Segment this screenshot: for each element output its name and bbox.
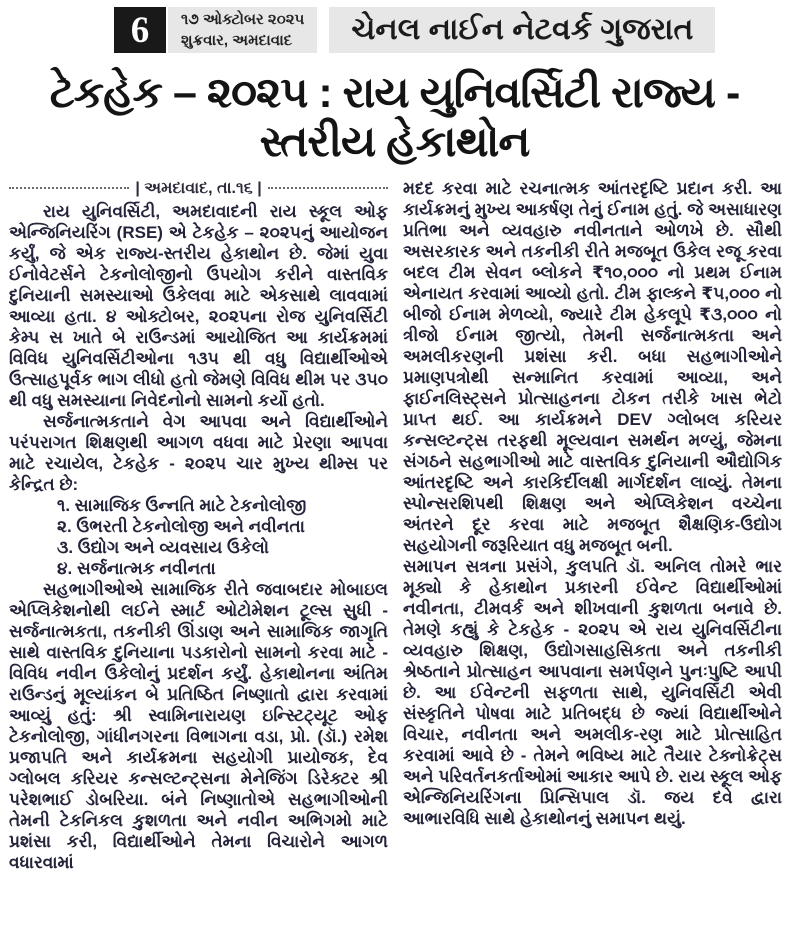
page-number: 6 — [130, 9, 150, 51]
dateline-left-rule — [9, 187, 129, 189]
masthead — [329, 7, 715, 53]
right-column — [403, 178, 782, 873]
article-body — [0, 172, 789, 873]
page-header — [114, 7, 789, 53]
dateline-text: | અમદાવાદ, તા.૧૬ | — [135, 179, 262, 197]
dateline — [9, 178, 388, 199]
edition-date: ૧૭ ઓક્ટોબર ૨૦૨૫ — [181, 11, 305, 29]
theme-list-item: ૧. સામાજિક ઉન્નતિ માટે ટેકનોલોજી — [57, 495, 307, 515]
paragraph: મદદ કરવા માટે રચનાત્મક આંતરદૃષ્ટિ પ્રદાન કરી. આ કાર્યક્રમનું મુખ્ય આકર્ષણ તેનું ઈનામ હતું. જે અસાધારણ પ્રતિભા અને વ્યવહારુ નવીનતાને ઓળખે છે. સૌથી અસરકારક અને તકનીકી રીતે મજબૂત ઉકેલ રજૂ કરવા બદલ ટીમ સેવન બ્લોકને ₹૧૦,૦૦૦ નો પ્રથમ ઈનામ એનાયત કરવામાં આવ્યો હતો. ટીમ ફાલ્કને ₹૫,૦૦૦ નો બીજો ઈનામ મેળવ્યો, જ્યારે ટીમ હેકલૂપે ₹૩,૦૦૦ નો ત્રીજો ઈનામ જીત્યો, તેમની સર્જનાત્મકતા અને અમલીકરણની પ્રશંસા કરી. બધા સહભાગીઓને પ્રમાણપત્રોથી સન્માનિત કરવામાં આવ્યા, અને ફાઈનલિસ્ટ્સને પ્રોત્સાહનના ટોકન તરીકે ખાસ ભેટો પ્રાપ્ત થઈ. આ કાર્યક્રમને DEV ગ્લોબલ કરિયર કન્સલ્ટન્ટ્સ તરફથી મૂલ્યવાન સમર્થન મળ્યું, જેમના સંગઠને સહભાગીઓ માટે વાસ્તવિક દુનિયાની ઔદ્યોગિક આંતરદૃષ્ટિ અને કારકિર્દીલક્ષી માર્ગદર્શન લાવ્યું. તેમના સ્પોન્સરશિપથી શિક્ષણ અને એપ્લિકેશન વચ્ચેના અંતરને દૂર કરવા માટે મજબૂત શૈક્ષણિક-ઉદ્યોગ સહયોગની જરૂરિયાત વધુ મજબૂત બની. — [403, 178, 782, 555]
left-column — [9, 178, 388, 873]
dateline-right-rule — [268, 187, 388, 189]
masthead-title: ચેનલ નાઈન નેટવર્ક ગુજરાત — [351, 13, 694, 46]
date-box — [168, 7, 317, 53]
theme-list-item: ૪. સર્જનાત્મક નવીનતા — [57, 558, 216, 578]
theme-list — [9, 495, 388, 579]
paragraph: રાય યુનિવર્સિટી, અમદાવાદની રાય સ્કૂલ ઓફ એન્જિનિયરિંગ (RSE) એ ટેકહેક – ૨૦૨૫નું આયોજન કર્યું, જે એક રાજ્ય-સ્તરીય હેકાથોન છે. જેમાં યુવા ઈનોવેટર્સને ટેકનોલોજીનો ઉપયોગ કરીને વાસ્તવિક દુનિયાની સમસ્યાઓ ઉકેલવા માટે એકસાથે લાવવામાં આવ્યા હતા. ૪ ઓક્ટોબર, ૨૦૨૫ના રોજ યુનિવર્સિટી કેમ્પ સ ખાતે બે રાઉન્ડમાં આયોજિત આ કાર્યક્રમમાં વિવિધ યુનિવર્સિટીઓના ૧૩૫ થી વધુ વિદ્યાર્થીઓએ ઉત્સાહપૂર્વક ભાગ લીધો હતો જેમણે વિવિધ થીમ પર ૩૫૦ થી વધુ સમસ્યાના નિવેદનોનો સામનો કર્યો હતો. — [9, 201, 388, 410]
paragraph: સમાપન સત્રના પ્રસંગે, કુલપતિ ડૉ. અનિલ તોમરે ભાર મૂક્યો કે હેકાથોન પ્રકારની ઈવેન્ટ વિદ્યાર્થીઓમાં નવીનતા, ટીમવર્ક અને શીખવાની કુશળતા બનાવે છે. તેમણે કહ્યું કે ટેકહેક - ૨૦૨૫ એ રાય યુનિવર્સિટીના વ્યવહારુ શિક્ષણ, ઉદ્યોગસાહસિકતા અને તકનીકી શ્રેષ્ઠતાને પ્રોત્સાહન આપવાના સમર્પણને પુનઃપુષ્ટિ આપી છે. આ ઈવેન્ટની સફળતા સાથે, યુનિવર્સિટી એવી સંસ્કૃતિને પોષવા માટે પ્રતિબદ્ધ છે જ્યાં વિદ્યાર્થીઓને વિચાર, નવીનતા અને અમલીક-રણ માટે પ્રોત્સાહિત કરવામાં આવે છે - તેમને ભવિષ્ય માટે તૈયાર ટેક્નોક્રેટ્સ અને પરિવર્તનકર્તાઓમાં આકાર આપે છે. રાય સ્કૂલ ઓફ એન્જિનિયરિંગના પ્રિન્સિપાલ ડૉ. જય દવે દ્વારા આભારવિધિ સાથે હેકાથોનનું સમાપન થયું. — [403, 556, 782, 828]
theme-list-item: ૩. ઉદ્યોગ અને વ્યવસાય ઉકેલો — [57, 537, 269, 557]
newspaper-page — [0, 7, 789, 945]
edition-day-city: શુક્રવાર, અમદાવાદ — [181, 31, 293, 49]
paragraph: સર્જનાત્મકતાને વેગ આપવા અને વિદ્યાર્થીઓને પરંપરાગત શિક્ષણથી આગળ વધવા માટે પ્રેરણા આપવા માટે રચાયેલ, ટેકહેક - ૨૦૨૫ ચાર મુખ્ય થીમ્સ પર કેન્દ્રિત છે: — [9, 411, 388, 494]
paragraph: સહભાગીઓએ સામાજિક રીતે જવાબદાર મોબાઇલ એપ્લિકેશનોથી લઈને સ્માર્ટ ઓટોમેશન ટૂલ્સ સુધી - સર્જનાત્મકતા, તકનીકી ઊંડાણ અને સામાજિક જાગૃતિ સાથે વાસ્તવિક દુનિયાના પડકારોનો સામનો કરવા માટે - વિવિધ નવીન ઉકેલોનું પ્રદર્શન કર્યું. હેકાથોનના અંતિમ રાઉન્ડનું મૂલ્યાંકન બે પ્રતિષ્ઠિત નિષ્ણાતો દ્વારા કરવામાં આવ્યું હતું: શ્રી સ્વામિનારાયણ ઇન્સ્ટિટ્યૂટ ઓફ ટેકનોલોજી, ગાંધીનગરના વિભાગના વડા, પ્રો. (ડૉ.) રમેશ પ્રજાપતિ અને કાર્યક્રમના સહયોગી પ્રાયોજક, દેવ ગ્લોબલ કરિયર કન્સલ્ટન્ટ્સના મેનેજિંગ ડિરેક્ટર શ્રી પરેશભાઈ ડોબરિયા. બંને નિષ્ણાતોએ સહભાગીઓની તેમની ટેકનિકલ કુશળતા અને નવીન અભિગમો માટે પ્રશંસા કરી, વિદ્યાર્થીઓને તેમના વિચારોને આગળ વધારવામાં — [9, 579, 388, 872]
page-number-box — [114, 7, 166, 53]
article-headline: ટેકહેક – ૨૦૨૫ : રાય યુનિવર્સિટી રાજ્ય - સ્તરીય હેકાથોન — [49, 69, 740, 167]
theme-list-item: ૨. ઉભરતી ટેકનોલોજી અને નવીનતા — [57, 516, 305, 536]
